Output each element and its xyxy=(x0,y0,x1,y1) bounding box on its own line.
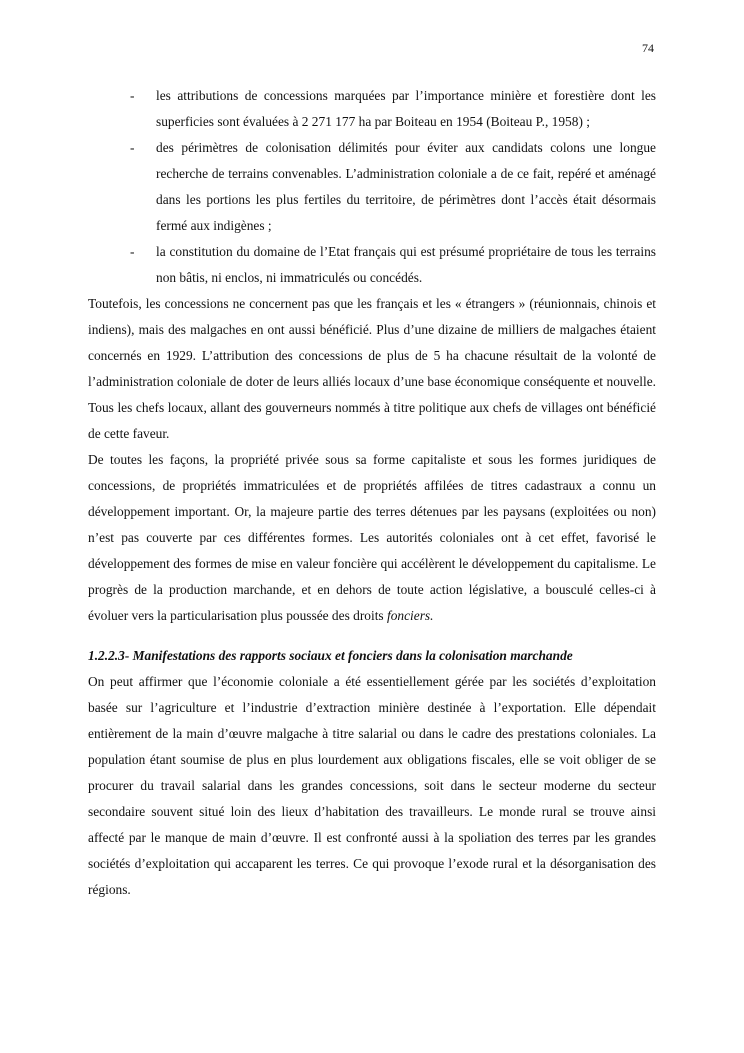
bullet-item-domaine xyxy=(88,239,656,291)
page-number: 74 xyxy=(642,41,654,55)
document-body xyxy=(88,83,656,903)
bullet-marker: - xyxy=(130,244,135,259)
paragraph-text: De toutes les façons, la propriété privée sous sa forme capitaliste et sous les formes juridiques de concessions, de propriétés immatriculées et de propriétés affilées de titres cadastraux a connu un développement important. Or, la majeure partie des terres détenues par les paysans (exploitées ou non) n’est pas couverte par ces différentes formes. Les autorités coloniales ont à cet effet, favorisé le développement des formes de mise en valeur foncière qui accélèrent le développement du capitalisme. Le progrès de la production marchande, et en dehors de toute action législative, a bousculé celles-ci à évoluer vers la particularisation plus poussée des droits xyxy=(88,452,656,623)
section-heading: 1.2.2.3- Manifestations des rapports sociaux et fonciers dans la colonisation marchande xyxy=(88,648,573,663)
paragraph-italic-text: fonciers. xyxy=(386,608,434,623)
bullet-marker: - xyxy=(130,88,135,103)
bullet-text: les attributions de concessions marquées par l’importance minière et forestière dont les superficies sont évaluées à 2 271 177 ha par Boiteau en 1954 (Boiteau P., 1958) ; xyxy=(156,88,656,129)
paragraph-economie-coloniale: On peut affirmer que l’économie coloniale a été essentiellement gérée par les sociétés d’exploitation basée sur l’agriculture et l’industrie d’extraction minière destinée à l’exportation. Elle dépendait entièrement de la main d’œuvre malgache à titre salarial ou dans le cadre des prestations coloniales. La population étant soumise de plus en plus lourdement aux obligations fiscales, elle se voit obliger de se procurer du travail salarial dans les grandes concessions, soit dans le secteur moderne du secteur secondaire souvent situé loin des lieux d’habitation des travailleurs. Le monde rural se trouve ainsi affecté par le manque de main d’œuvre. Il est confronté aussi à la spoliation des terres par les grandes sociétés d’exploitation qui accaparent les terres. Ce qui provoque l’exode rural et la désorganisation des régions. xyxy=(88,674,656,897)
bullet-list xyxy=(88,83,656,291)
bullet-text: des périmètres de colonisation délimités pour éviter aux candidats colons une longue recherche de terrains convenables. L’administration coloniale a de ce fait, repéré et aménagé dans les portions les plus fertiles du territoire, de périmètres dont l’accès était désormais fermé aux indigènes ; xyxy=(156,140,656,233)
bullet-text: la constitution du domaine de l’Etat français qui est présumé propriétaire de tous les terrains non bâtis, ni enclos, ni immatriculés ou concédés. xyxy=(156,244,656,285)
bullet-marker: - xyxy=(130,140,135,155)
paragraph-toutefois: Toutefois, les concessions ne concernent pas que les français et les « étrangers » (réunionnais, chinois et indiens), mais des malgaches en ont aussi bénéficié. Plus d’une dizaine de milliers de malgaches étaient concernés en 1929. L’attribution des concessions de plus de 5 ha chacune résultait de la volonté de l’administration coloniale de doter de leurs alliés locaux d’une base économique conséquente et nouvelle. Tous les chefs locaux, allant des gouverneurs nommés à titre politique aux chefs de villages ont bénéficié de cette faveur. xyxy=(88,296,656,441)
paragraph-propriete-privee xyxy=(88,447,656,629)
bullet-item-perimetres xyxy=(88,135,656,239)
bullet-item-concessions xyxy=(88,83,656,135)
